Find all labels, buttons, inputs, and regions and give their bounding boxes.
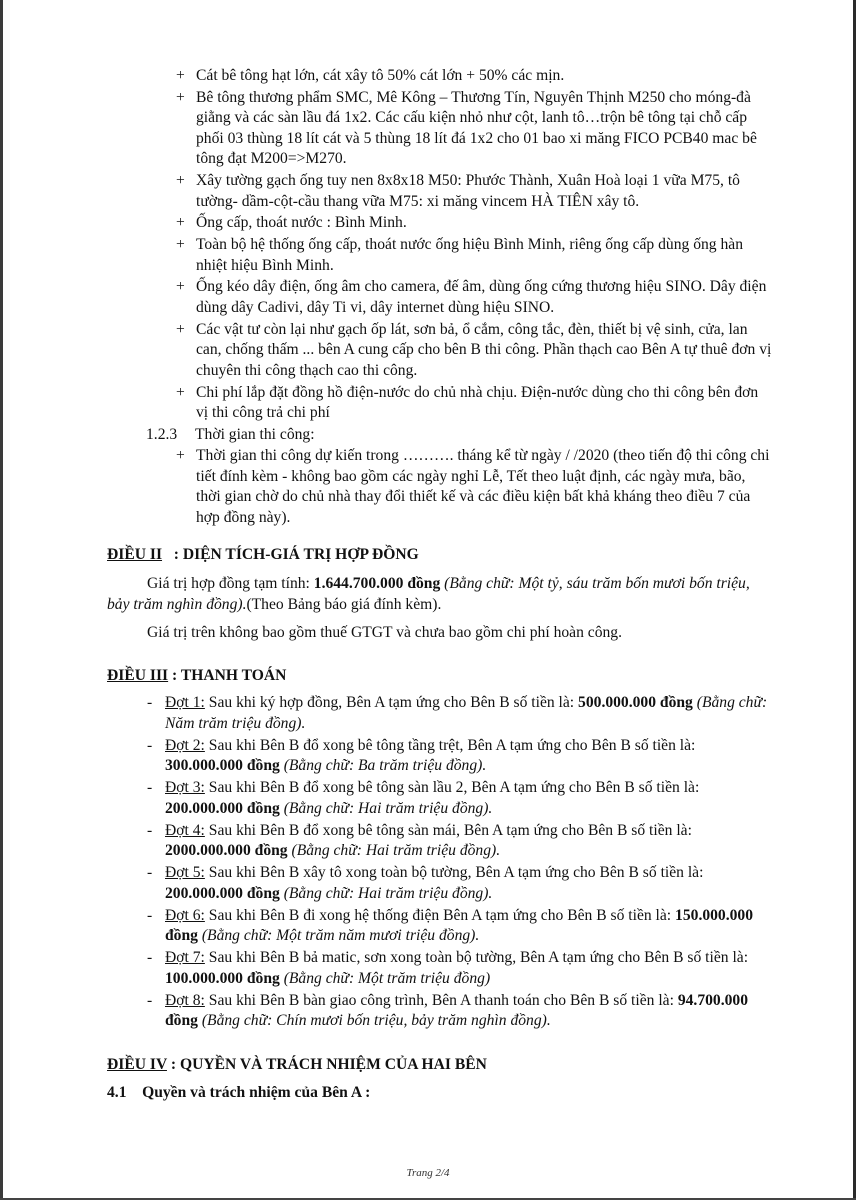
section-1-2-3-heading: 1.2.3 Thời gian thi công:: [146, 426, 315, 443]
article-2-heading: ĐIỀU II : DIỆN TÍCH-GIÁ TRỊ HỢP ĐỒNG: [107, 546, 419, 563]
list-item: + Các vật tư còn lại như gạch ốp lát, sơn bả, ổ cắm, công tắc, đèn, thiết bị vệ sinh, cửa, lan can, chống thấm ... bên A cung cấp cho bên B thi công. Phần thạch cao Bên A tự thuê đơn vị chuyên thi công thạch cao thi công.: [176, 320, 772, 379]
installment-item: - Đợt 5: Sau khi Bên B xây tô xong toàn bộ tường, Bên A tạm ứng cho Bên B số tiền là: 200.000.000 đồng (Bằng chữ: Hai trăm triệu đồng).: [147, 864, 704, 902]
page-number-footer: Trang 2/4: [406, 1167, 450, 1179]
section-4-1-heading: 4.1 Quyền và trách nhiệm của Bên A :: [107, 1084, 371, 1101]
bullet-marker: +: [176, 320, 185, 338]
list-item: + Ống kéo dây điện, ống âm cho camera, đế âm, dùng ống cứng thương hiệu SINO. Dây điện dùng dây Cadivi, dây Ti vi, dây internet dùng hiệu SINO.: [176, 278, 767, 316]
bullet-marker: +: [176, 172, 185, 190]
list-item: + Chi phí lắp đặt đồng hồ điện-nước do chủ nhà chịu. Điện-nước dùng cho thi công bên đơn vị thi công trả chi phí: [176, 383, 759, 422]
dash-marker: -: [147, 779, 153, 796]
vat-note-paragraph: Giá trị trên không bao gồm thuế GTGT và chưa bao gồm chi phí hoàn công.: [147, 624, 623, 641]
installment-item: - Đợt 2: Sau khi Bên B đổ xong bê tông tầng trệt, Bên A tạm ứng cho Bên B số tiền là: 300.000.000 đồng (Bằng chữ: Ba trăm triệu đồng).: [147, 736, 696, 774]
installment-item: - Đợt 1: Sau khi ký hợp đồng, Bên A tạm ứng cho Bên B số tiền là: 500.000.000 đồng (Bằng chữ: Năm trăm triệu đồng).: [147, 694, 768, 732]
dash-marker: -: [147, 736, 153, 754]
dash-marker: -: [147, 991, 153, 1009]
installment-item: - Đợt 3: Sau khi Bên B đổ xong bê tông sàn lầu 2, Bên A tạm ứng cho Bên B số tiền là: 200.000.000 đồng (Bằng chữ: Hai trăm triệu đồng).: [147, 779, 700, 817]
dash-marker: -: [147, 694, 153, 711]
installment-item: - Đợt 7: Sau khi Bên B bả matic, sơn xong toàn bộ tường, Bên A tạm ứng cho Bên B số tiền là: 100.000.000 đồng (Bằng chữ: Một trăm triệu đồng): [147, 949, 749, 987]
installment-item: - Đợt 4: Sau khi Bên B đổ xong bê tông sàn mái, Bên A tạm ứng cho Bên B số tiền là: 2000.000.000 đồng (Bằng chữ: Hai trăm triệu đồng).: [147, 821, 692, 859]
dash-marker: -: [147, 864, 153, 881]
bullet-marker: +: [176, 278, 185, 296]
bullet-marker: +: [176, 88, 185, 106]
installment-item: - Đợt 8: Sau khi Bên B bàn giao công trình, Bên A thanh toán cho Bên B số tiền là: 94.700.000 đồng (Bằng chữ: Chín mươi bốn triệu, bảy trăm nghìn đồng).: [147, 991, 748, 1029]
list-item: + Ống cấp, thoát nước : Bình Minh.: [0, 213, 856, 234]
bullet-marker: +: [176, 67, 185, 84]
list-item: + Cát bê tông hạt lớn, cát xây tô 50% cát lớn + 50% các mịn.: [0, 66, 856, 87]
bullet-marker: +: [176, 236, 185, 254]
bullet-marker: +: [176, 214, 185, 232]
dash-marker: -: [147, 949, 153, 966]
installment-item: - Đợt 6: Sau khi Bên B đi xong hệ thống điện Bên A tạm ứng cho Bên B số tiền là: 150.000.000 đồng (Bằng chữ: Một trăm năm mươi triệu đồng).: [147, 906, 754, 944]
contract-value-paragraph: Giá trị hợp đồng tạm tính: 1.644.700.000 đồng (Bằng chữ: Một tỷ, sáu trăm bốn mươi bốn triệu, bảy trăm nghìn đồng).(Theo Bảng báo giá đính kèm).: [107, 575, 750, 613]
list-item: + Thời gian thi công dự kiến trong ………. tháng kể từ ngày / /2020 (theo tiến độ thi công chi tiết đính kèm - không bao gồm các ngày nghỉ Lễ, Tết theo luật định, các ngày mưa, bão, thời gian chờ do chủ nhà thay đổi thiết kế và các điều kiện bất khả kháng theo điều 7 của hợp đồng này).: [176, 447, 770, 526]
materials-list: [0, 66, 856, 425]
bullet-marker: +: [176, 383, 185, 401]
list-item: + Toàn bộ hệ thống ống cấp, thoát nước ống hiệu Bình Minh, riêng ống cấp dùng ống hàn nhiệt hiệu Bình Minh.: [176, 236, 743, 274]
construction-time-list: [0, 446, 856, 529]
payment-installments-list: [0, 693, 856, 1033]
list-item: + Bê tông thương phẩm SMC, Mê Kông – Thương Tín, Nguyên Thịnh M250 cho móng-đà giằng và các sàn lầu đá 1x2. Các cấu kiện nhỏ như cột, lanh tô…trộn bê tông tại chỗ cấp phối 03 thùng 18 lít cát và 5 thùng 18 lít đá 1x2 cho 01 bao xi măng FICO PCB40 mac bê tông đạt M200=>M270.: [176, 88, 757, 168]
list-item: + Xây tường gạch ống tuy nen 8x8x18 M50: Phước Thành, Xuân Hoà loại 1 vữa M75, tô tường- dầm-cột-cầu thang vữa M75: xi măng vincem HÀ TIÊN xây tô.: [176, 172, 740, 210]
article-4-heading: ĐIỀU IV : QUYỀN VÀ TRÁCH NHIỆM CỦA HAI BÊN: [107, 1056, 487, 1073]
bullet-marker: +: [176, 447, 185, 464]
article-3-heading: ĐIỀU III : THANH TOÁN: [107, 667, 287, 684]
dash-marker: -: [147, 906, 153, 924]
contract-value-amount: 1.644.700.000 đồng: [313, 575, 441, 592]
dash-marker: -: [147, 821, 153, 839]
